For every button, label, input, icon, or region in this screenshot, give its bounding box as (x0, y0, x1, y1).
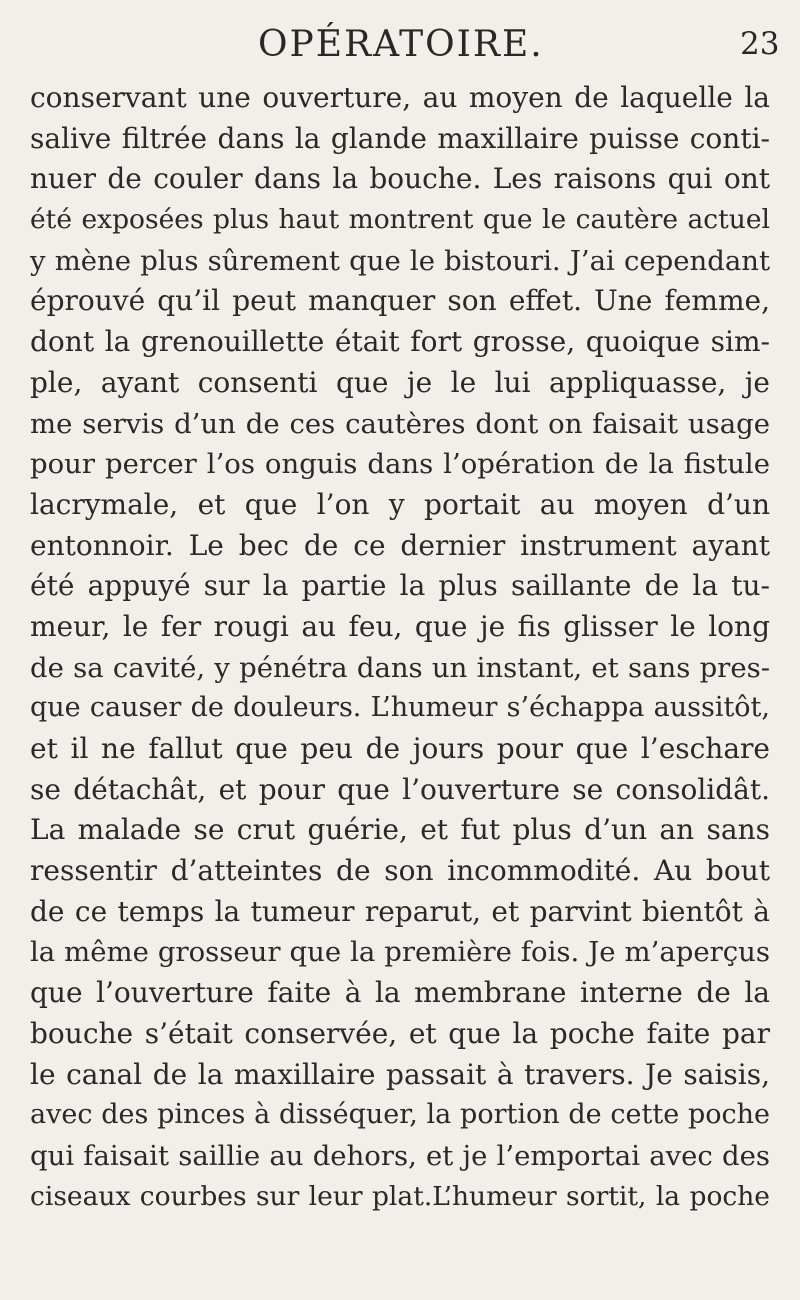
text-line: lacrymale, et que l’on y portait au moyen d’un (30, 487, 770, 521)
text-line: ressentir d’atteintes de son incommodité. Au bout (30, 854, 770, 888)
text-line: me servis d’un de ces cautères dont on faisait usage (30, 407, 770, 440)
text-line: bouche s’était conservée, et que la poche faite par (30, 1016, 770, 1050)
text-line: ple, ayant consenti que je le lui appliquasse, je (30, 365, 770, 399)
text-line: la même grosseur que la première fois. Je m’aperçus (30, 936, 770, 969)
text-line: été exposées plus haut montrent que le cautère actuel (30, 204, 770, 236)
text-line: de sa cavité, y pénétra dans un instant, et sans pres- (30, 651, 770, 684)
text-line: pour percer l’os onguis dans l’opération de la fistule (30, 448, 770, 481)
text-line: éprouvé qu’il peut manquer son effet. Une femme, (30, 284, 770, 318)
page-number: 23 (740, 26, 780, 62)
text-line: que l’ouverture faite à la membrane interne de la (30, 976, 770, 1010)
text-line: de ce temps la tumeur reparut, et parvint bientôt à (30, 894, 770, 928)
running-title: OPÉRATOIRE. (258, 24, 544, 65)
text-line: ciseaux courbes sur leur plat.L’humeur sortit, la poche (30, 1180, 770, 1212)
text-line: y mène plus sûrement que le bistouri. J’ai cependant (30, 244, 770, 277)
body-text (30, 78, 770, 1217)
text-line: et il ne fallut que peu de jours pour que l’eschare (30, 732, 770, 765)
text-line: que causer de douleurs. L’humeur s’échappa aussitôt, (30, 692, 770, 724)
text-line: été appuyé sur la partie la plus saillante de la tu- (30, 569, 770, 603)
text-line: qui faisait saillie au dehors, et je l’emportai avec des (30, 1139, 770, 1172)
text-line: conservant une ouverture, au moyen de laquelle la (30, 81, 770, 114)
text-line: La malade se crut guérie, et fut plus d’un an sans (30, 813, 770, 847)
text-line: se détachât, et pour que l’ouverture se consolidât. (30, 772, 770, 806)
text-line: meur, le fer rougi au feu, que je fis glisser le long (30, 609, 770, 643)
text-line: entonnoir. Le bec de ce dernier instrument ayant (30, 528, 770, 562)
text-line: dont la grenouillette était fort grosse, quoique sim- (30, 325, 770, 359)
text-line: nuer de couler dans la bouche. Les raisons qui ont (30, 162, 770, 196)
text-line: le canal de la maxillaire passait à travers. Je saisis, (30, 1057, 770, 1091)
text-line: salive filtrée dans la glande maxillaire puisse conti- (30, 121, 770, 155)
text-line: avec des pinces à disséquer, la portion de cette poche (30, 1099, 770, 1131)
page-header (0, 20, 800, 70)
